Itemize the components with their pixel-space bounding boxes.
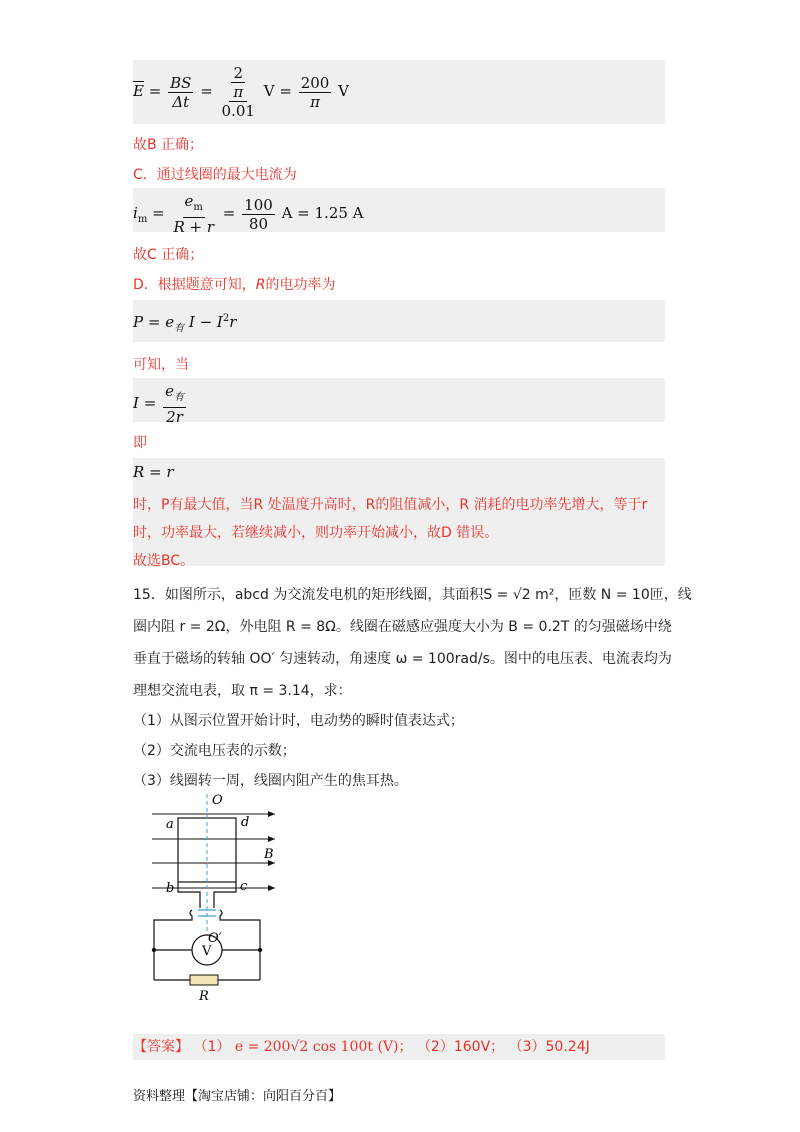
when-text: 可知，当: [133, 357, 189, 373]
label-c: c: [240, 879, 248, 894]
junction-dot: [258, 948, 262, 952]
answer-tag: 【答案】: [133, 1039, 189, 1055]
option-c-heading: C．通过线圈的最大电流为: [133, 167, 297, 183]
junction-dot: [152, 948, 156, 952]
question-line-3: 垂直于磁场的转轴 OO′ 匀速转动，角速度 ω = 100rad/s。图中的电压表、电流表均为: [133, 651, 672, 667]
answer-part-1: e = 200√2 cos 100t (V)；: [234, 1039, 413, 1055]
formula-emf-average: $\overline{E}$ = $\frac{BS}{\Delta t}$ = $\frac{\frac{2}{\pi}}{0.01}$ V = $\frac{200}{\pi}$ V: [133, 64, 349, 120]
footer-note: 资料整理【淘宝店铺：向阳百分百】: [133, 1089, 342, 1104]
label-b-field: B: [264, 847, 274, 862]
conclusion-c: 故C 正确；: [133, 247, 204, 263]
question-line-1: 15．如图所示，abcd 为交流发电机的矩形线圈，其面积S = √2 m²，匝数 N = 10匝，线: [133, 587, 692, 603]
answer-box: [133, 1034, 665, 1060]
sub-question-1: （1）从图示位置开始计时，电动势的瞬时值表达式；: [133, 713, 464, 729]
generator-diagram: [140, 790, 290, 1005]
label-d: d: [241, 815, 250, 830]
sub-question-2: （2）交流电压表的示数；: [133, 743, 296, 759]
coil-lead-right: [214, 882, 236, 908]
coil-lead-left: [178, 882, 200, 908]
label-o: O: [212, 793, 223, 808]
label-a: a: [166, 817, 174, 832]
explanation-line-1: 时，P有最大值，当R 处温度升高时，R的阻值减小，R 消耗的电功率先增大，等于r: [133, 497, 648, 513]
option-d-heading: D．根据题意可知，R的电功率为: [133, 277, 336, 293]
label-b: b: [166, 881, 175, 896]
answer-part-1-label: （1）: [193, 1039, 231, 1055]
sub-question-3: （3）线圈转一周，线圈内阻产生的焦耳热。: [133, 773, 408, 789]
brush-left: [154, 910, 192, 980]
question-line-4: 理想交流电表，取 π = 3.14，求：: [133, 683, 352, 699]
conclusion-final: 故选BC。: [133, 553, 195, 569]
formula-current-condition: I = $\frac{e_有}{2r}$: [133, 382, 184, 426]
label-o-prime: O′: [208, 931, 222, 946]
resistor: [190, 975, 218, 985]
explanation-line-2: 时，功率最大，若继续减小，则功率开始减小，故D 错误。: [133, 525, 499, 541]
label-r: R: [199, 989, 209, 1004]
label-voltmeter: V: [202, 944, 212, 959]
answer-part-2: （2）160V；: [416, 1039, 505, 1055]
ji-text: 即: [133, 435, 147, 451]
formula-r-equals-r: R = r: [133, 463, 174, 481]
brush-right: [220, 910, 260, 980]
formula-power: $P = e_有$ $I - I^2r$: [133, 313, 237, 334]
conclusion-b: 故B 正确；: [133, 137, 204, 153]
answer-part-3: （3）50.24J: [508, 1039, 590, 1055]
question-line-2: 圈内阻 r = 2Ω，外电阻 R = 8Ω。线圈在磁感应强度大小为 B = 0.2T 的匀强磁场中绕: [133, 619, 672, 635]
formula-max-current: $i_m$ = $\frac{e_m}{R + r}$ = $\frac{100}{80}$ A = 1.25 A: [133, 192, 364, 236]
formula-box-current: [133, 378, 665, 422]
